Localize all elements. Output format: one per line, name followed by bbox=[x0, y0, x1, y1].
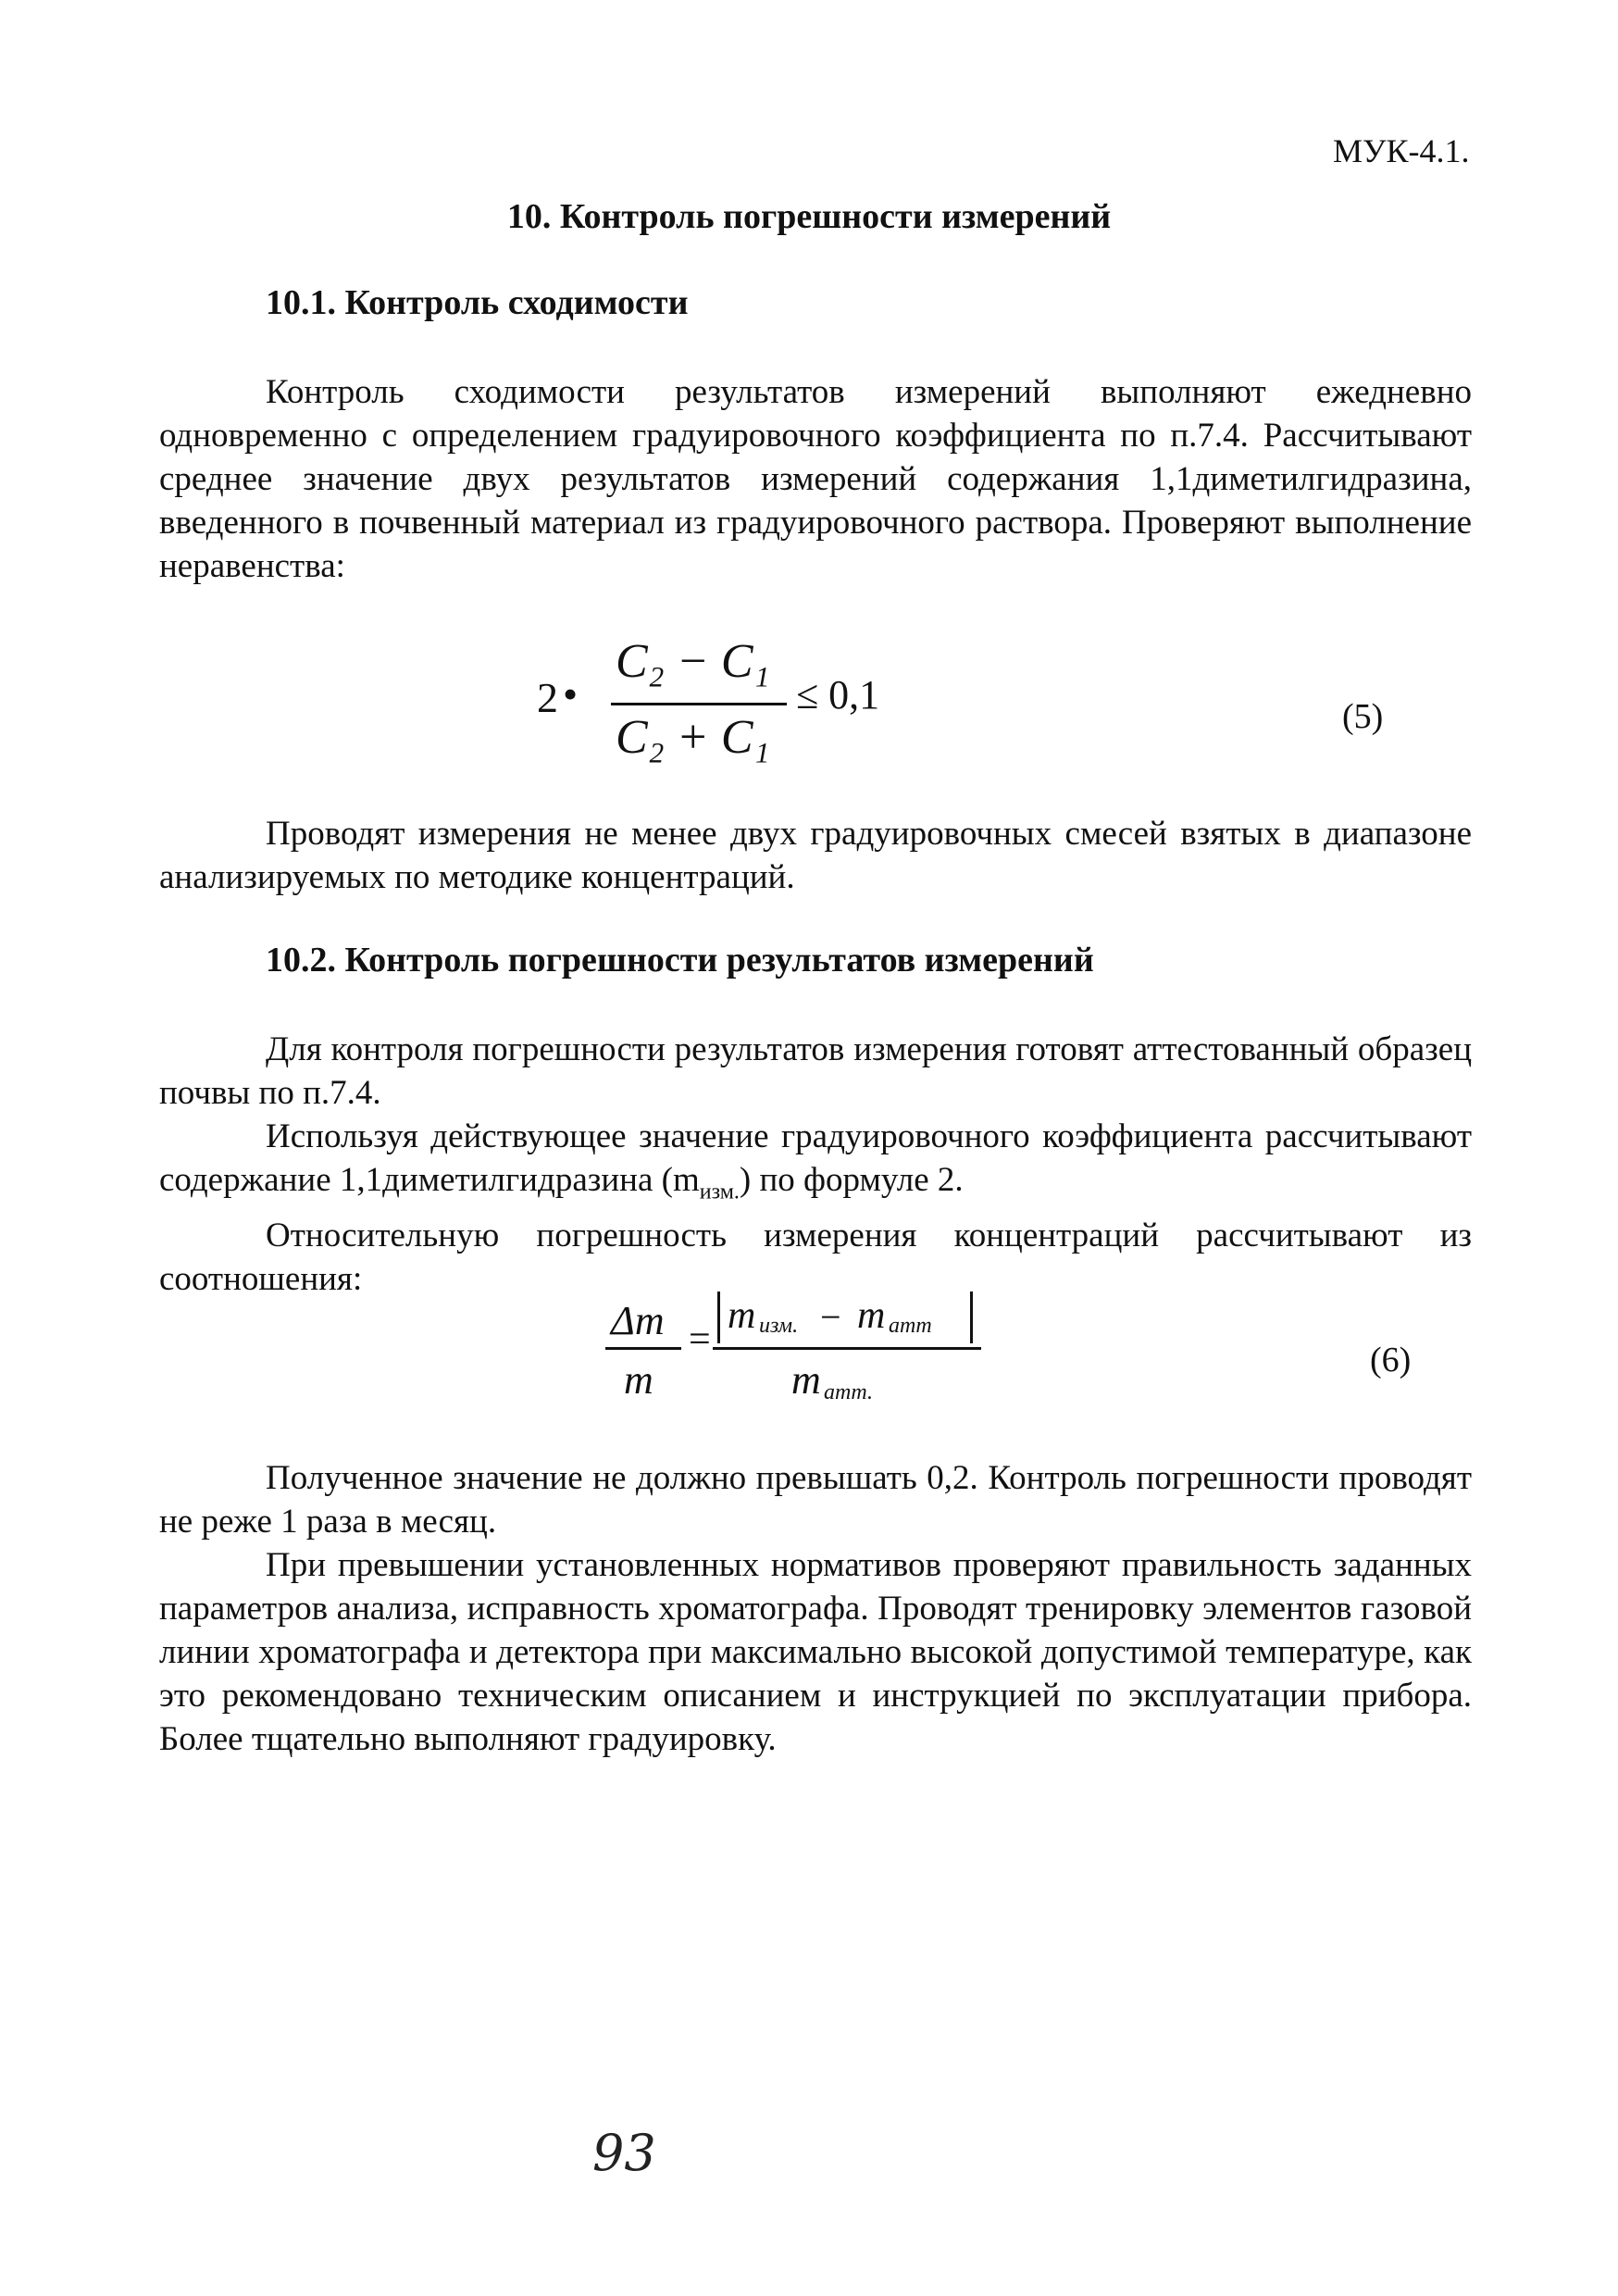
control-sample-paragraph: Для контроля погрешности результатов измерения готовят аттестованный образец почвы по п.7.4. bbox=[159, 1030, 1472, 1112]
formula-5-denominator: C₂ + C₁ bbox=[616, 711, 770, 764]
formula-6-equals: = bbox=[689, 1318, 711, 1361]
coefficient-text-prefix: Используя действующее значение градуировочного коэффициента рассчитывают содержание 1,1диметилгидразина (m bbox=[159, 1117, 1472, 1199]
subsection-2-title: 10.2. Контроль погрешности результатов измерений bbox=[266, 941, 1094, 980]
relative-error-paragraph: Относительную погрешность измерения концентраций рассчитывают из соотношения: bbox=[159, 1217, 1472, 1299]
formula-6-rhs-denominator-m: m bbox=[791, 1357, 821, 1403]
convergence-paragraph: Контроль сходимости результатов измерений выполняют ежедневно одновременно с определением градуировочного коэффициента по п.7.4. Рассчитывают среднее значение двух результатов измерений содержания 1,1диметилгидразина, введенного в почвенный материал из градуировочного раствора. Проверяют выполнение неравенства: bbox=[159, 373, 1472, 585]
formula-5-comparison: ≤ 0,1 bbox=[796, 672, 880, 718]
exceedance-paragraph: При превышении установленных нормативов проверяют правильность заданных параметров анализа, исправность хроматографа. Проводят тренировку элементов газовой линии хроматографа и детектора при максимально высокой допустимой температуре, как это рекомендовано техническим описанием и инструкцией по эксплуатации прибора. Более тщательно выполняют градуировку. bbox=[159, 1546, 1472, 1758]
formula-5-coef: 2 bbox=[537, 674, 558, 721]
formula-6-lhs-denominator: m bbox=[624, 1357, 653, 1403]
subsection-2-text-top bbox=[159, 1028, 1472, 1301]
subsection-1-after-formula bbox=[159, 812, 1472, 899]
formula-6-m-measured: m bbox=[728, 1294, 756, 1337]
page-number: 93 bbox=[592, 2124, 656, 2182]
formula-6-rhs-denominator-subscript: атт. bbox=[824, 1380, 873, 1404]
document-code: МУК-4.1. bbox=[1333, 132, 1470, 169]
formula-6-measured-subscript: изм. bbox=[759, 1314, 799, 1338]
formula-5-numerator: C₂ − C₁ bbox=[616, 635, 770, 688]
subsection-1-paragraph bbox=[159, 370, 1472, 588]
formula-6-number: (6) bbox=[1370, 1341, 1412, 1379]
formula-5-operator: • bbox=[563, 670, 579, 718]
formula-6-m-certified: m bbox=[857, 1294, 886, 1337]
formula-5-number: (5) bbox=[1342, 697, 1384, 736]
formula-6-certified-subscript: атт bbox=[889, 1314, 932, 1338]
formula-6-lhs-numerator: Δm bbox=[611, 1298, 665, 1343]
formula-6-rhs-numerator bbox=[717, 1292, 973, 1343]
formula-6-lhs-bar bbox=[605, 1347, 681, 1350]
limit-paragraph: Полученное значение не должно превышать 0,2. Контроль погрешности проводят не реже 1 раза в месяц. bbox=[159, 1459, 1472, 1541]
formula-6 bbox=[592, 1292, 1000, 1421]
coefficient-paragraph bbox=[159, 1115, 1472, 1214]
formula-6-minus: − bbox=[820, 1296, 841, 1338]
formula-5 bbox=[518, 634, 944, 773]
coefficient-text-suffix: ) по формуле 2. bbox=[739, 1161, 964, 1199]
coefficient-text-subscript: изм. bbox=[699, 1179, 740, 1204]
measurement-paragraph: Проводят измерения не менее двух градуировочных смесей взятых в диапазоне анализируемых по методике концентраций. bbox=[159, 815, 1472, 896]
subsection-2-text-bottom bbox=[159, 1456, 1472, 1761]
section-title: 10. Контроль погрешности измерений bbox=[506, 197, 1112, 236]
formula-5-fraction-bar bbox=[611, 703, 787, 705]
formula-6-rhs-bar bbox=[713, 1347, 981, 1350]
subsection-1-title: 10.1. Контроль сходимости bbox=[266, 283, 689, 322]
